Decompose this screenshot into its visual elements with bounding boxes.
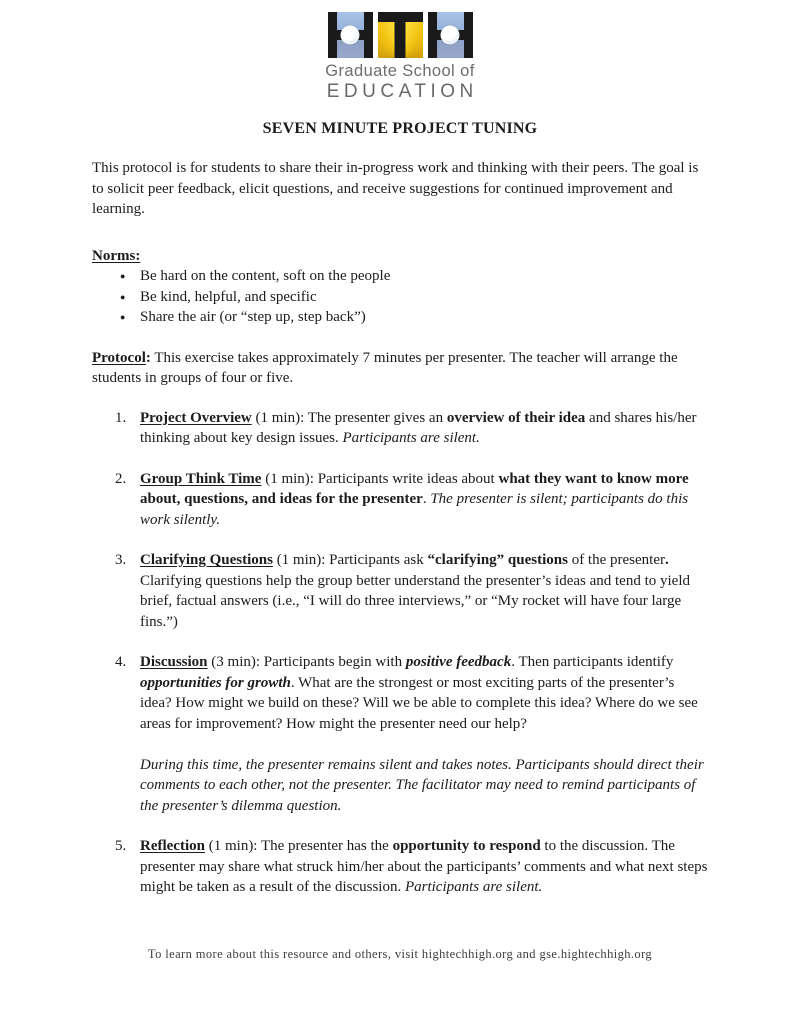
text-run: . What are the strongest or most exciting parts of the presenter’s idea? How might we build on these? Will we be able to complete this idea? Where do we see areas for improvement? How might the presenter need our help? — [140, 674, 698, 732]
step-paragraph — [140, 408, 708, 449]
logo-subtitle: Graduate School of — [325, 62, 475, 80]
step-body — [140, 469, 708, 531]
step-body — [140, 408, 708, 449]
norms-list — [92, 266, 708, 328]
text-run: Group Think Time — [140, 470, 262, 487]
step-number: 1. — [115, 409, 127, 426]
logo-blocks — [92, 12, 708, 58]
text-run: . — [422, 491, 431, 507]
norm-text: Be kind, helpful, and specific — [140, 288, 317, 305]
text-run: During this time, the presenter remains silent and takes notes. Participants should direct their comments to each other, not the presenter. The facilitator may need to remind participants of the presenter’s dilemma question. — [140, 756, 704, 814]
text-run: Clarifying Questions — [140, 552, 273, 568]
text-run: Participants are silent. — [342, 430, 480, 446]
protocol-intro-paragraph — [92, 348, 708, 389]
text-run: (1 min): Participants ask — [272, 552, 428, 568]
footer-note: To learn more about this resource and others, visit hightechhigh.org and gse.hightechhigh.org — [147, 947, 653, 961]
protocol-step — [92, 469, 708, 531]
intro-paragraph: This protocol is for students to share their in-progress work and thinking with their peers. The goal is to solicit peer feedback, elicit questions, and receive suggestions for continued improvement and learning. — [92, 160, 699, 217]
text-run: The presenter is silent; participants do this work silently. — [140, 491, 689, 528]
logo — [92, 12, 708, 103]
text-run: . Then participants identify — [511, 654, 674, 670]
text-run: Protocol — [92, 349, 146, 366]
text-run: (1 min): Participants write ideas about — [261, 470, 499, 487]
text-run: opportunities for growth — [140, 674, 291, 691]
protocol-step — [92, 550, 708, 632]
step-body — [140, 836, 708, 898]
text-run: Reflection — [140, 838, 205, 854]
text-run: (3 min): Participants begin with — [207, 654, 406, 670]
text-run: to the discussion. The presenter may share what struck him/her about the participants’ comments and what next steps might be taken as a result of the discussion. — [140, 838, 708, 895]
norm-list-item — [92, 266, 708, 287]
text-run: (1 min): The presenter has the — [204, 838, 393, 854]
protocol-step — [92, 652, 708, 816]
protocol-steps-list — [92, 408, 708, 898]
text-run: what they want to know more about, questions, and ideas for the presenter — [140, 470, 689, 507]
text-run: and shares his/her thinking about key design issues. — [140, 409, 697, 446]
norms-heading — [92, 246, 708, 267]
norm-text: Share the air (or “step up, step back”) — [140, 309, 366, 325]
text-run: (1 min): The presenter gives an — [251, 409, 447, 426]
step-paragraph — [140, 550, 708, 632]
logo-education-wordmark: EDUCATION — [326, 81, 478, 102]
text-run: Discussion — [140, 654, 208, 670]
text-run: Participants are silent. — [404, 879, 543, 895]
logo-t-stem — [395, 12, 406, 58]
logo-letter-t-icon — [378, 12, 423, 58]
step-paragraph — [140, 652, 708, 734]
norms-heading-label: Norms: — [92, 247, 141, 264]
text-run: overview of their idea — [446, 409, 586, 426]
logo-h-circle — [341, 26, 360, 45]
norm-list-item — [92, 307, 708, 328]
text-run: Clarifying questions help the group better understand the presenter’s ideas and tend to yield brief, factual answers (i.e., “I will do three interviews,” or “My rocket will have four large fins.”) — [140, 572, 690, 630]
text-run: “clarifying” questions — [427, 552, 568, 568]
text-run: : — [145, 349, 151, 366]
step-number: 5. — [115, 838, 127, 854]
step-paragraph — [140, 755, 708, 817]
step-paragraph — [140, 469, 708, 531]
step-body — [140, 652, 708, 816]
text-run: opportunity to respond — [392, 838, 541, 854]
text-run: positive feedback — [405, 654, 512, 670]
step-number: 3. — [115, 552, 127, 568]
protocol-step — [92, 836, 708, 898]
step-body — [140, 550, 708, 632]
step-number: 2. — [115, 470, 127, 487]
text-run: of the presenter — [567, 552, 665, 568]
norm-text: Be hard on the content, soft on the people — [140, 268, 391, 284]
step-paragraph — [140, 836, 708, 898]
protocol-step — [92, 408, 708, 449]
text-run: Project Overview — [140, 409, 252, 426]
text-run: . — [664, 552, 669, 568]
document-title: SEVEN MINUTE PROJECT TUNING — [262, 120, 538, 137]
logo-letter-h-left-icon — [328, 12, 373, 58]
text-run: This exercise takes approximately 7 minutes per presenter. The teacher will arrange the students in groups of four or five. — [92, 349, 678, 386]
step-number: 4. — [115, 654, 127, 670]
logo-letter-h-right-icon — [428, 12, 473, 58]
logo-h-circle — [441, 26, 460, 45]
norm-list-item — [92, 287, 708, 308]
